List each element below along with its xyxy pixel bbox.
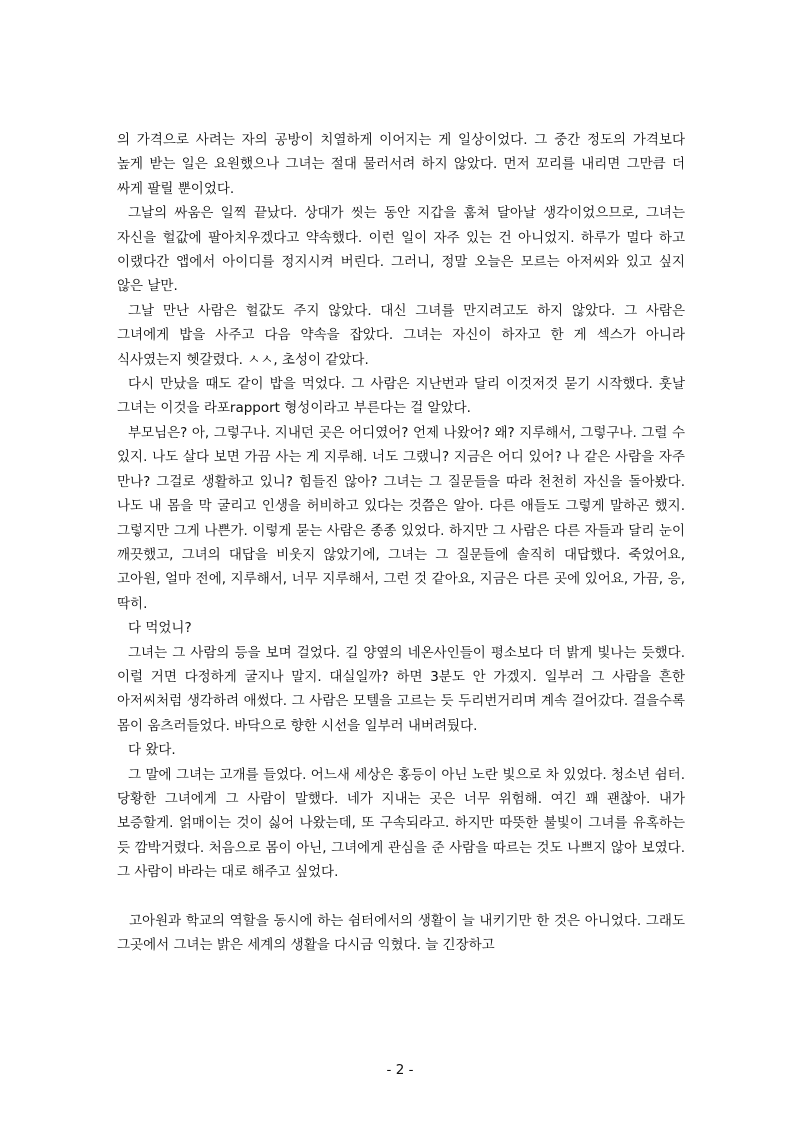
paragraph: 다 왔다. — [128, 742, 176, 759]
page-number: - 2 - — [386, 1062, 414, 1078]
paragraph: 그날 만난 사람은 헐값도 주지 않았다. 대신 그녀를 만지려고도 하지 않았다. 그 사람은 그녀에게 밥을 사주고 다음 약속을 잡았다. 그녀는 자신이 하자고 한 게 섹스가 아니라 식사였는지 헷갈렸다. ㅅㅅ, 초성이 같았다. — [117, 302, 685, 368]
paragraph: 그 말에 그녀는 고개를 들었다. 어느새 세상은 홍등이 아닌 노란 빛으로 차 있었다. 청소년 쉼터. 당황한 그녀에게 그 사람이 말했다. 네가 지내는 곳은 너무 위험해. 여긴 꽤 괜찮아. 내가 보증할게. 얽매이는 것이 싫어 나왔는데, 또 구속되라고. 하지만 따뜻한 불빛이 그녀를 유혹하는 듯 깜박거렸다. 처음으로 몸이 아닌, 그녀에게 관심을 준 사람을 따르는 것도 나쁘지 않아 보였다. 그 사람이 바라는 대로 해주고 싶었다. — [117, 766, 685, 881]
paragraph: 고아원과 학교의 역할을 동시에 하는 쉼터에서의 생활이 늘 내키기만 한 것은 아니었다. 그래도 그곳에서 그녀는 밝은 세계의 생활을 다시금 익혔다. 늘 긴장하고 — [117, 912, 685, 953]
paragraph: 그날의 싸움은 일찍 끝났다. 상대가 씻는 동안 지갑을 훔쳐 달아날 생각이었으므로, 그녀는 자신을 헐값에 팔아치우겠다고 약속했다. 이런 일이 자주 있는 건 아니었지. 하루가 멀다 하고 이랬다간 앱에서 아이디를 정지시켜 버린다. 그러니, 정말 오늘은 모르는 아저씨와 있고 싶지 않은 날만. — [117, 205, 685, 295]
paragraph: 다 먹었니? — [128, 620, 192, 637]
paragraph: 부모님은? 아, 그렇구나. 지내던 곳은 어디였어? 언제 나왔어? 왜? 지루해서, 그렇구나. 그럴 수 있지. 나도 살다 보면 가끔 사는 게 지루해. 너도 그랬니? 지금은 어디 있어? 나 같은 사람을 자주 만나? 그걸로 생활하고 있니? 힘들진 않아? 그녀는 그 질문들을 따라 천천히 자신을 돌아봤다. 나도 내 몸을 막 굴리고 인생을 허비하고 있다는 것쯤은 알아. 다른 애들도 그렇게 말하곤 했지. 그렇지만 그게 나쁜가. 이렇게 묻는 사람은 종종 있었다. 하지만 그 사람은 다른 자들과 달리 눈이 깨끗했고, 그녀의 대답을 비웃지 않았기에, 그녀는 그 질문들에 솔직히 대답했다. 죽었어요, 고아원, 얼마 전에, 지루해서, 너무 지루해서, 그런 것 같아요, 지금은 다른 곳에 있어요, 가끔, 응, 딱히. — [117, 424, 685, 612]
paragraph: 다시 만났을 때도 같이 밥을 먹었다. 그 사람은 지난번과 달리 이것저것 묻기 시작했다. 훗날 그녀는 이것을 라포rapport 형성이라고 부른다는 걸 알았다. — [117, 376, 685, 417]
body-text — [117, 128, 685, 957]
paragraph: 의 가격으로 사려는 자의 공방이 치열하게 이어지는 게 일상이었다. 그 중간 정도의 가격보다 높게 받는 일은 요원했으나 그녀는 절대 물러서려 하지 않았다. 먼저 꼬리를 내리면 그만큼 더 싸게 팔릴 뿐이었다. — [117, 132, 685, 197]
paragraph: 그녀는 그 사람의 등을 보며 걸었다. 길 양옆의 네온사인들이 평소보다 더 밝게 빛나는 듯했다. 이럴 거면 다정하게 굴지나 말지. 대실일까? 하면 3분도 안 가겠지. 일부러 그 사람을 흔한 아저씨처럼 생각하려 애썼다. 그 사람은 모텔을 고르는 듯 두리번거리며 계속 걸어갔다. 걸을수록 몸이 움츠러들었다. 바닥으로 향한 시선을 일부러 내버려뒀다. — [117, 644, 685, 734]
